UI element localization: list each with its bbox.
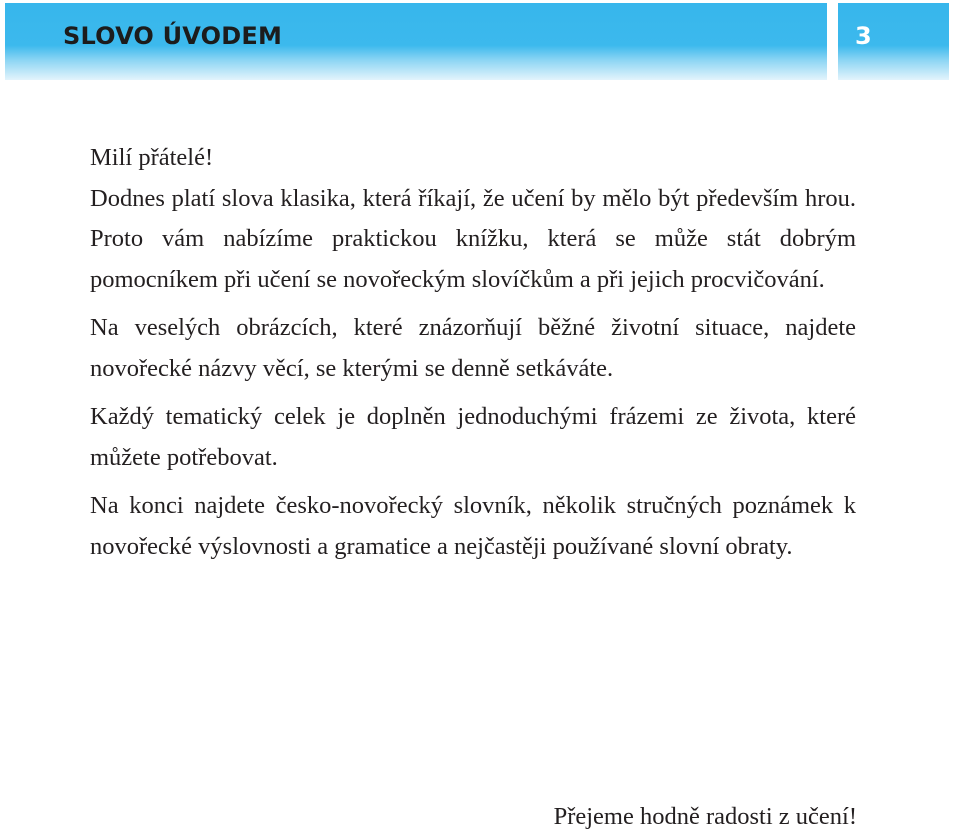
header-band [5,3,827,80]
closing-line: Přejeme hodně radosti z učení! [553,803,857,830]
greeting: Milí přátelé! [90,144,214,171]
paragraph-2: Na veselých obrázcích, které znázorňují běžné životní situace, najdete novořecké názvy věcí, se kterými se denně setkáváte. [90,314,856,382]
paragraph-1: Dodnes platí slova klasika, která říkají, že učení by mělo být především hrou. Proto vám nabízíme praktickou knížku, která se může stát dobrým pomocníkem při učení se novořeckým slovíčkům a při jejich procvičování. [90,184,856,293]
page-title: SLOVO ÚVODEM [63,22,283,50]
paragraph-4: Na konci najdete česko-novořecký slovník, několik stručných poznámek k novořecké výslovnosti a gramatice a nejčastěji používané slovní obraty. [90,492,856,560]
paragraph-3: Každý tematický celek je doplněn jednoduchými frázemi ze života, které můžete potřebovat. [90,403,856,471]
page-number-tab [838,3,949,80]
page-number: 3 [855,22,872,50]
body-text [90,138,856,567]
